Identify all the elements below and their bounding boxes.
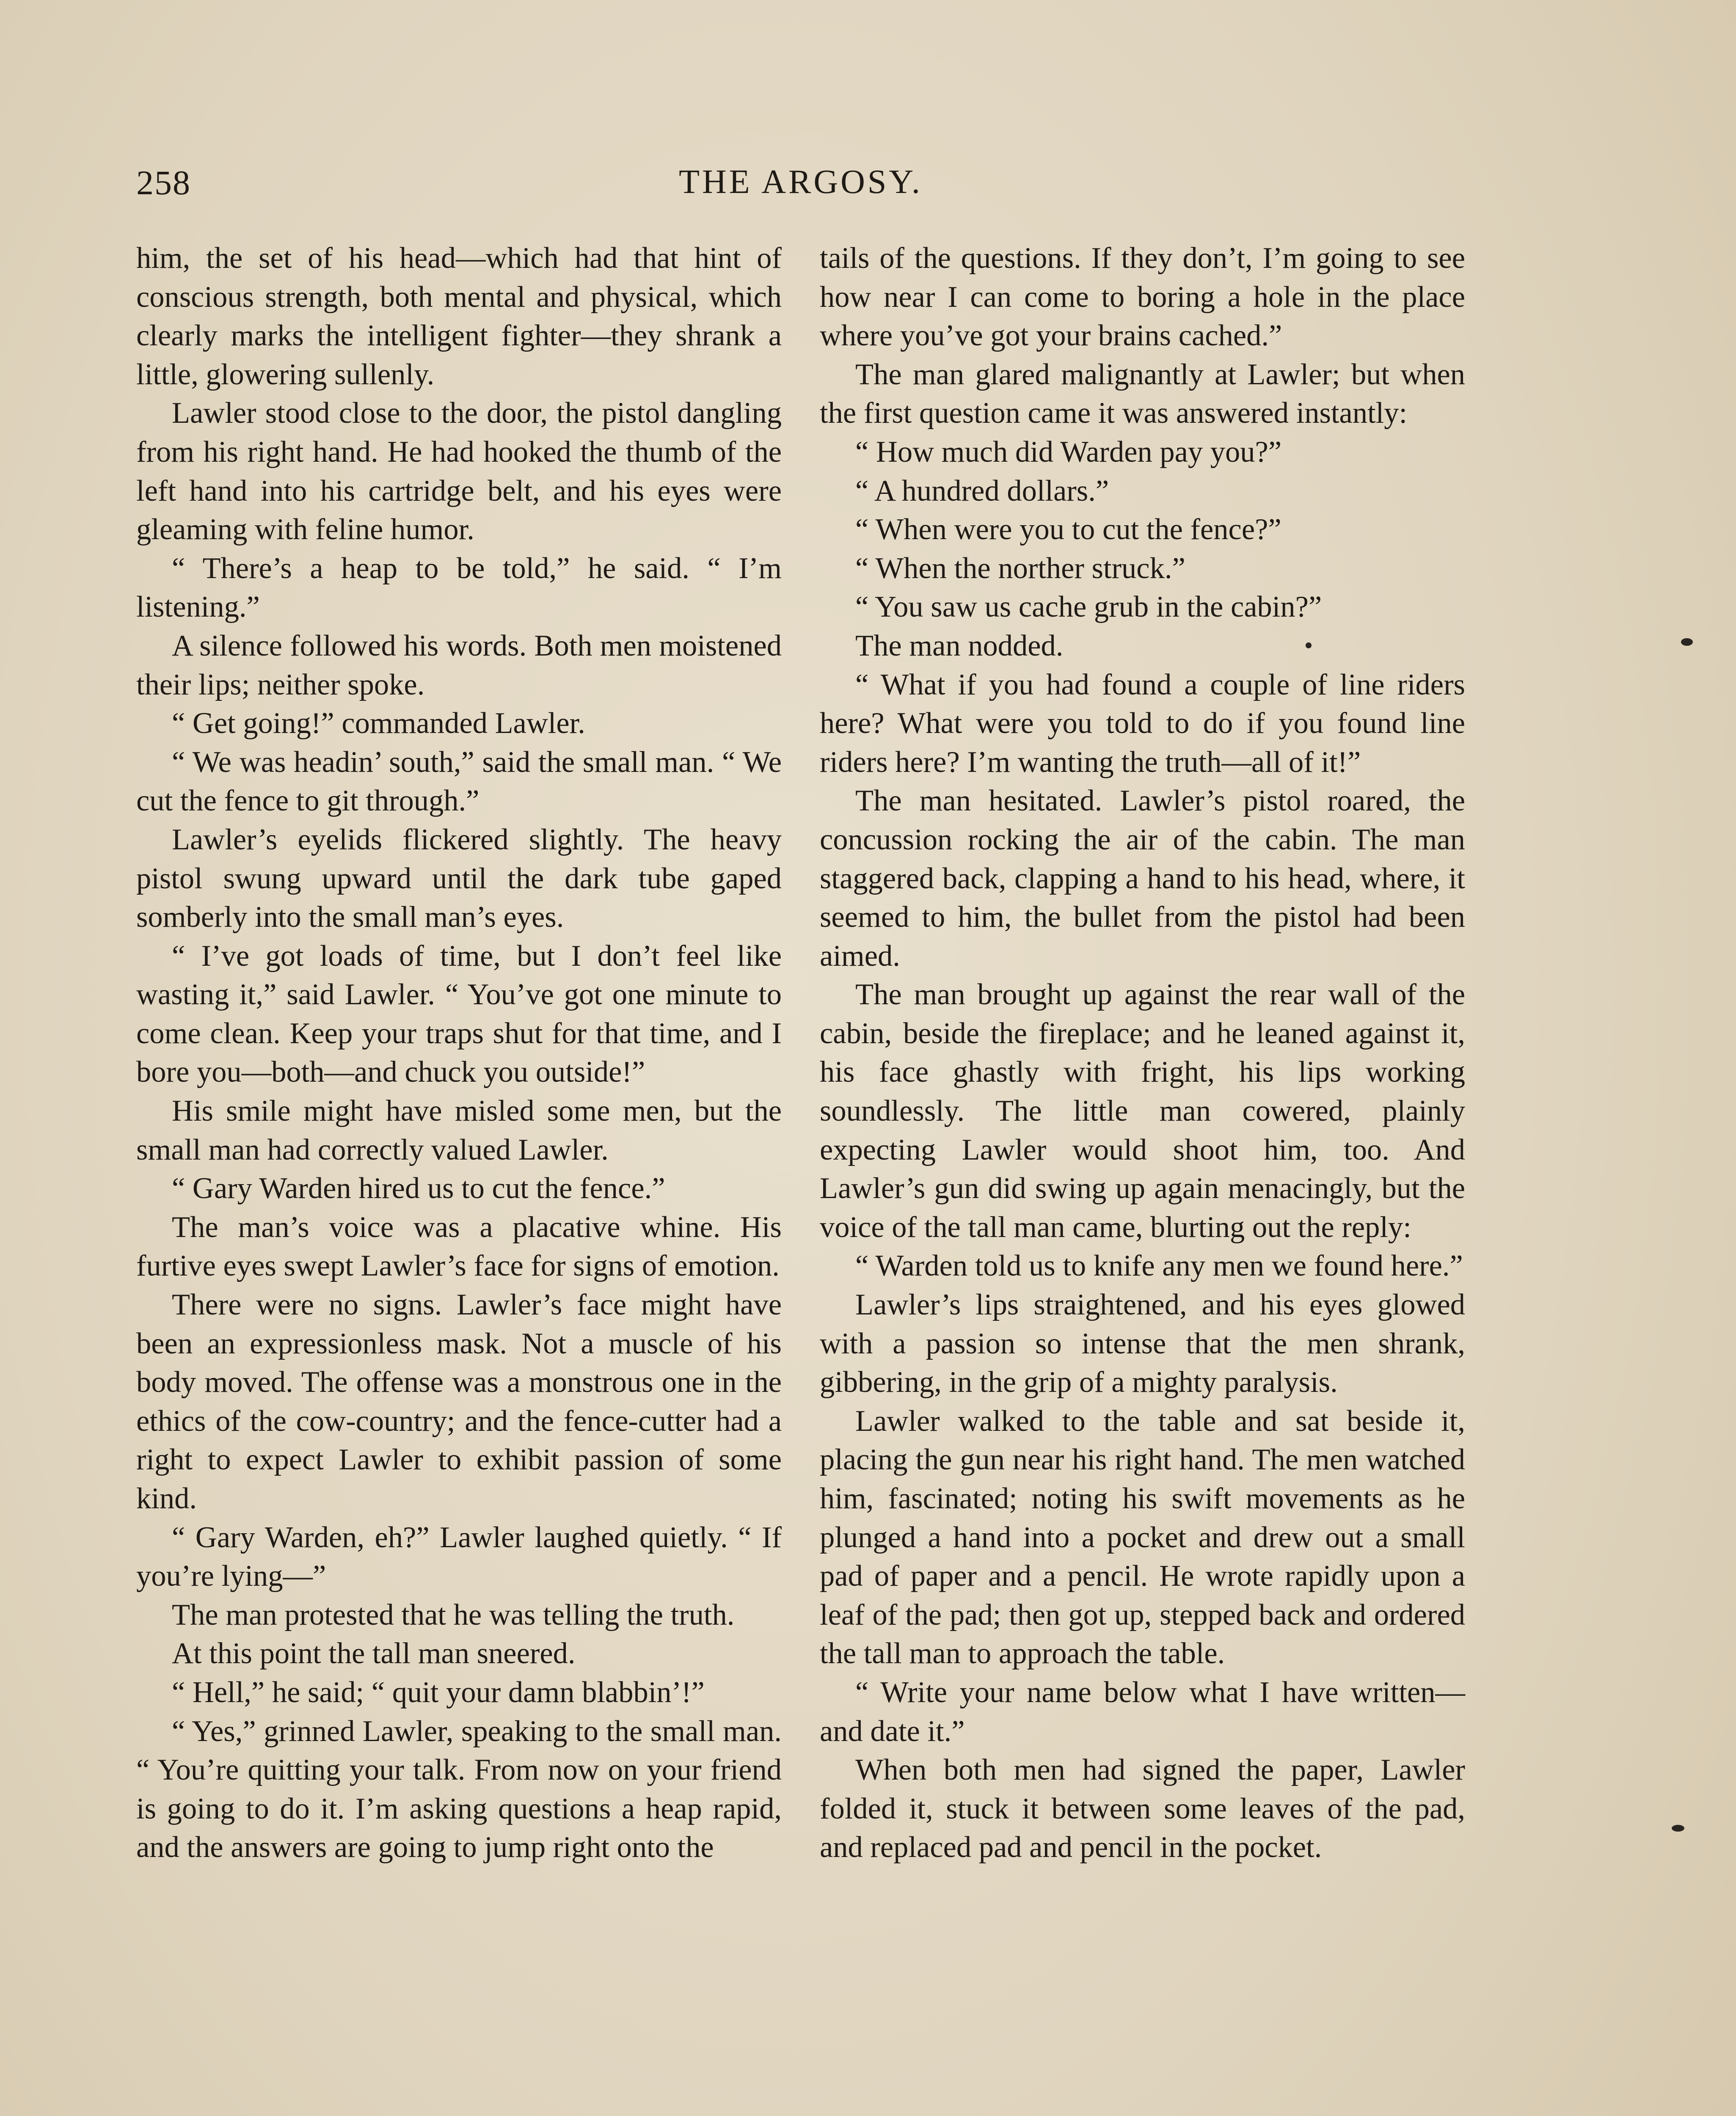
- paragraph: him, the set of his head—which had that hint of conscious strength, both mental and physical, which clearly marks the intelligent fighter—they shrank a little, glowering sullenly.: [136, 242, 782, 391]
- paragraph: Lawler’s eyelids flickered slightly. The heavy pistol swung upward until the dark tube gaped somberly into the small man’s eyes.: [136, 823, 782, 934]
- paragraph: “ Gary Warden hired us to cut the fence.”: [172, 1172, 665, 1205]
- paragraph: “ What if you had found a couple of line riders here? What were you told to do if you found line riders here? I’m wanting the truth—all of it!”: [820, 668, 1465, 779]
- page-number: 258: [136, 163, 191, 202]
- paragraph: His smile might have misled some men, but the small man had correctly valued Lawler.: [136, 1094, 782, 1166]
- running-title: THE ARGOSY.: [679, 163, 923, 201]
- paragraph: “ When the norther struck.”: [855, 551, 1185, 585]
- paragraph: “ A hundred dollars.”: [855, 474, 1109, 507]
- paragraph: A silence followed his words. Both men moistened their lips; neither spoke.: [136, 629, 782, 701]
- paragraph: The man protested that he was telling the truth.: [172, 1598, 735, 1631]
- paragraph: “ Get going!” commanded Lawler.: [172, 707, 585, 740]
- paragraph: “ Warden told us to knife any men we found here.”: [855, 1249, 1463, 1283]
- paragraph: “ We was headin’ south,” said the small man. “ We cut the fence to git through.”: [136, 745, 782, 818]
- paragraph: “ Yes,” grinned Lawler, speaking to the small man. “ You’re quitting your talk. From now on your friend is going to do it. I’m asking questions a heap rapid, and the answers are going to jump right onto the: [136, 1714, 782, 1864]
- paragraph: The man nodded.: [855, 629, 1064, 662]
- paper-speck: [1306, 642, 1312, 648]
- page-header: [136, 163, 1465, 218]
- paragraph: The man brought up against the rear wall of the cabin, beside the fireplace; and he leaned against it, his face ghastly with fright, his lips working soundlessly. The little man cowered, plainly expecting Lawler would shoot him, too. And Lawler’s gun did swing up again menacingly, but the voice of the tall man came, blurting out the reply:: [820, 978, 1465, 1244]
- paragraph: “ Hell,” he said; “ quit your damn blabbin’!”: [172, 1675, 705, 1709]
- paragraph: “ I’ve got loads of time, but I don’t feel like wasting it,” said Lawler. “ You’ve got one minute to come clean. Keep your traps shut for that time, and I bore you—both—and chuck you outside!”: [136, 939, 782, 1089]
- paragraph: Lawler walked to the table and sat beside it, placing the gun near his right hand. The men watched him, fascinated; noting his swift movements as he plunged a hand into a pocket and drew out a small pad of paper and a pencil. He wrote rapidly upon a leaf of the pad; then got up, stepped back and ordered the tall man to approach the table.: [820, 1404, 1465, 1670]
- paragraph: Lawler stood close to the door, the pistol dangling from his right hand. He had hooked the thumb of the left hand into his cartridge belt, and his eyes were gleaming with feline humor.: [136, 397, 782, 546]
- paper-speck: [1672, 1825, 1684, 1832]
- paragraph: “ Write your name below what I have written—and date it.”: [820, 1675, 1465, 1748]
- paragraph: The man hesitated. Lawler’s pistol roared, the concussion rocking the air of the cabin. The man staggered back, clapping a hand to his head, where, it seemed to him, the bullet from the pistol had been aimed.: [820, 784, 1465, 973]
- right-column: [820, 239, 1465, 1867]
- left-column: [136, 239, 782, 1867]
- paragraph: “ You saw us cache grub in the cabin?”: [855, 590, 1322, 624]
- paragraph: Lawler’s lips straightened, and his eyes glowed with a passion so intense that the men shrank, gibbering, in the grip of a mighty paralysis.: [820, 1288, 1465, 1399]
- paragraph: tails of the questions. If they don’t, I’m going to see how near I can come to boring a hole in the place where you’ve got your brains cached.”: [820, 242, 1465, 353]
- paragraph: “ Gary Warden, eh?” Lawler laughed quietly. “ If you’re lying—”: [136, 1521, 782, 1593]
- paragraph: “ When were you to cut the fence?”: [855, 513, 1281, 546]
- paragraph: The man’s voice was a placative whine. His furtive eyes swept Lawler’s face for signs of emotion.: [136, 1210, 782, 1283]
- paragraph: At this point the tall man sneered.: [172, 1637, 576, 1670]
- paragraph: “ There’s a heap to be told,” he said. “ I’m listening.”: [136, 551, 782, 624]
- paragraph: “ How much did Warden pay you?”: [855, 435, 1282, 468]
- paragraph: The man glared malignantly at Lawler; but when the first question came it was answered instantly:: [820, 358, 1465, 430]
- paragraph: When both men had signed the paper, Lawler folded it, stuck it between some leaves of the pad, and replaced pad and pencil in the pocket.: [820, 1753, 1465, 1864]
- paper-speck: [1681, 638, 1693, 646]
- paragraph: There were no signs. Lawler’s face might have been an expressionless mask. Not a muscle of his body moved. The offense was a monstrous one in the ethics of the cow-country; and the fence-cutter had a right to expect Lawler to exhibit passion of some kind.: [136, 1288, 782, 1515]
